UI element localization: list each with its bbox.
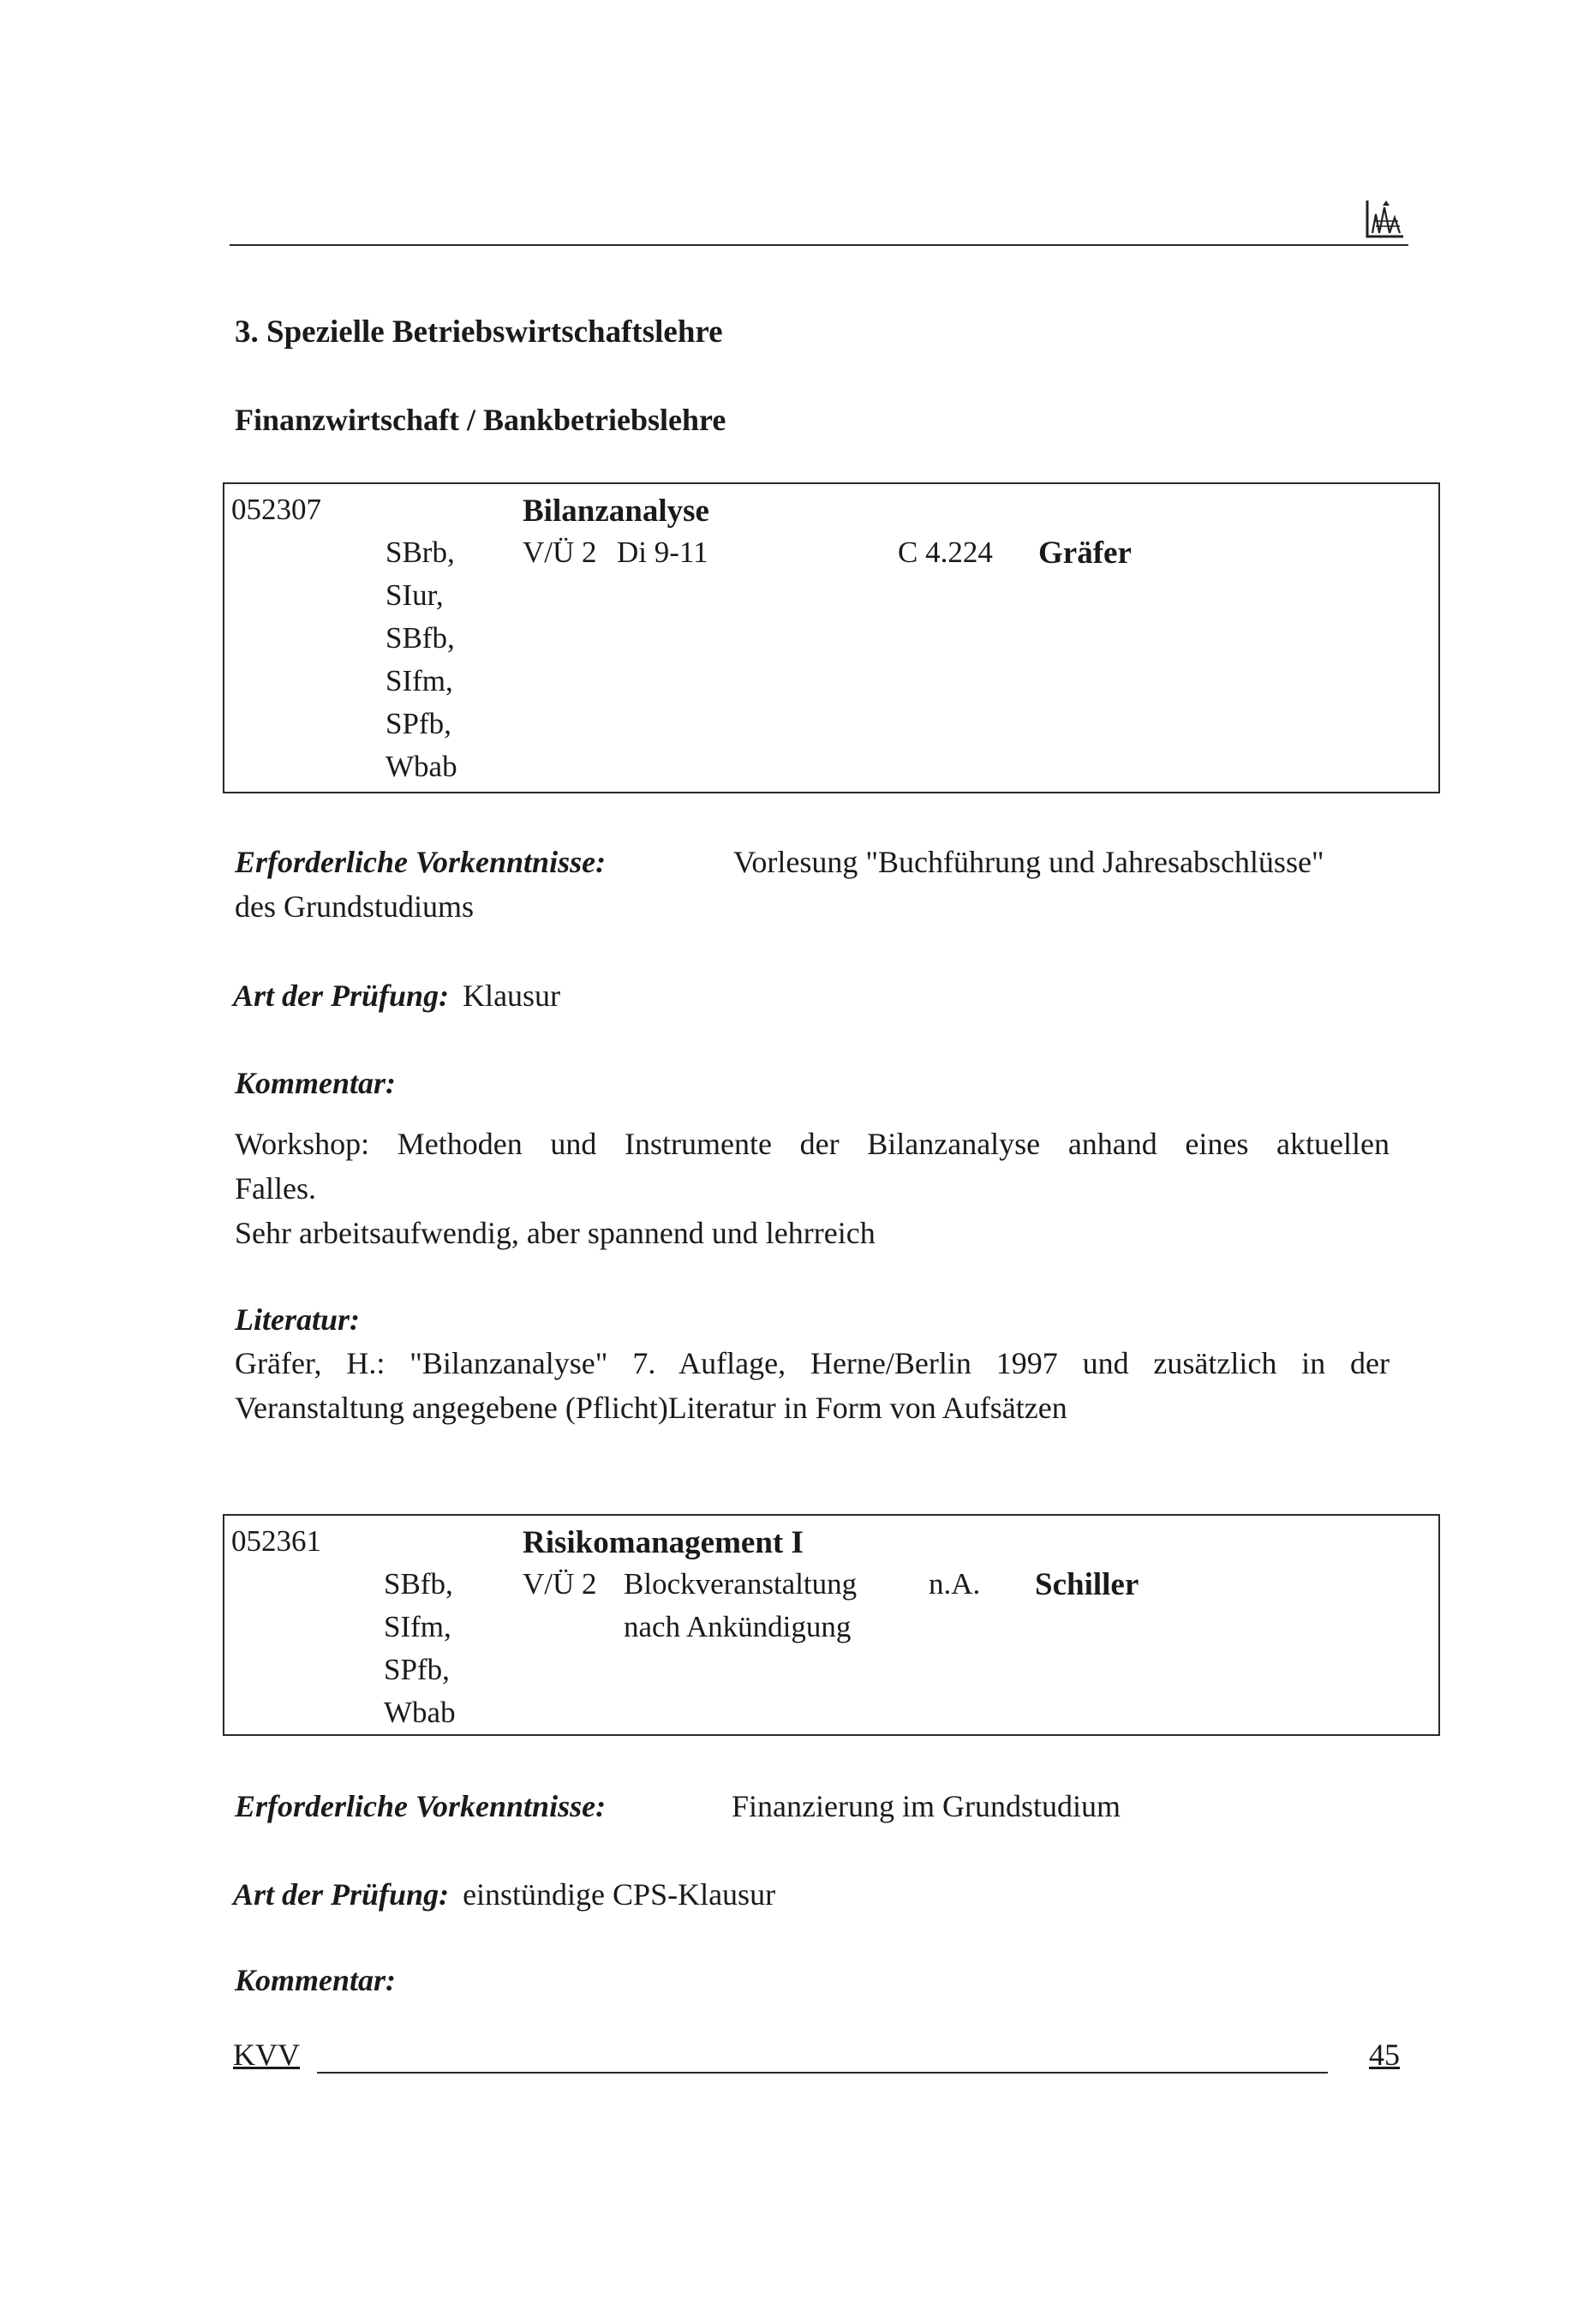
program-code: Wbab [386,750,457,783]
program-code: SBfb, [384,1567,453,1601]
program-code: Wbab [384,1696,456,1729]
program-code: SPfb, [384,1653,450,1686]
course-schedule-extra: nach Ankündigung [624,1610,852,1643]
program-code: SBrb, [386,536,455,569]
program-code: SBfb, [386,621,455,655]
header-rule [230,244,1408,246]
course-lecturer: Schiller [1035,1567,1139,1602]
course-title: Bilanzanalyse [523,494,709,529]
comment-line: Falles. [235,1171,316,1206]
comment-line: Sehr arbeitsaufwendig, aber spannend und lehrreich [235,1216,876,1250]
course-number: 052307 [231,493,321,526]
exam-label: Art der Prüfung: [233,978,450,1013]
course-room: n.A. [929,1567,981,1601]
exam-row [233,1876,775,1912]
course-box-052361 [223,1514,1440,1736]
comment-line: Workshop: Methoden und Instrumente der Bilanzanalyse anhand eines aktuellen [235,1127,1390,1161]
course-schedule: Di 9-11 [617,536,708,569]
course-box-052307 [223,482,1440,793]
comment-label: Kommentar: [235,1963,397,1997]
section-title: 3. Spezielle Betriebswirtschaftslehre [235,314,723,350]
course-lecturer: Gräfer [1038,536,1132,571]
prereq-value: Finanzierung im Grundstudium [732,1789,1121,1823]
program-code: SPfb, [386,707,451,740]
prereq-value-cont: des Grundstudiums [235,889,474,924]
course-number: 052361 [231,1524,321,1558]
exam-value: einstündige CPS-Klausur [463,1877,776,1912]
course-title: Risikomanagement I [523,1525,804,1560]
program-code: SIfm, [384,1610,451,1643]
prereq-value: Vorlesung "Buchführung und Jahresabschlüsse" [733,845,1324,879]
literature-label: Literatur: [235,1302,361,1337]
course-type: V/Ü 2 [523,536,597,569]
prereq-label: Erforderliche Vorkenntnisse: [235,845,607,879]
course-room: C 4.224 [898,536,993,569]
exam-row [233,978,560,1014]
course-schedule: Blockveranstaltung [624,1567,858,1601]
literature-line: Veranstaltung angegebene (Pflicht)Literatur in Form von Aufsätzen [235,1391,1067,1425]
comment-label: Kommentar: [235,1066,397,1100]
exam-value: Klausur [463,978,561,1013]
page-number: 45 [1369,2038,1400,2072]
program-code: SIfm, [386,664,453,697]
course-type: V/Ü 2 [523,1567,597,1601]
exam-label: Art der Prüfung: [233,1877,450,1912]
footer-rule [317,2072,1328,2074]
program-code: SIur, [386,578,444,612]
subsection-title: Finanzwirtschaft / Bankbetriebslehre [235,403,726,437]
faculty-logo-icon [1364,195,1407,240]
literature-line: Gräfer, H.: "Bilanzanalyse" 7. Auflage, Herne/Berlin 1997 und zusätzlich in der [235,1346,1390,1380]
prereq-label: Erforderliche Vorkenntnisse: [235,1789,607,1823]
footer-left: KVV [233,2038,300,2072]
